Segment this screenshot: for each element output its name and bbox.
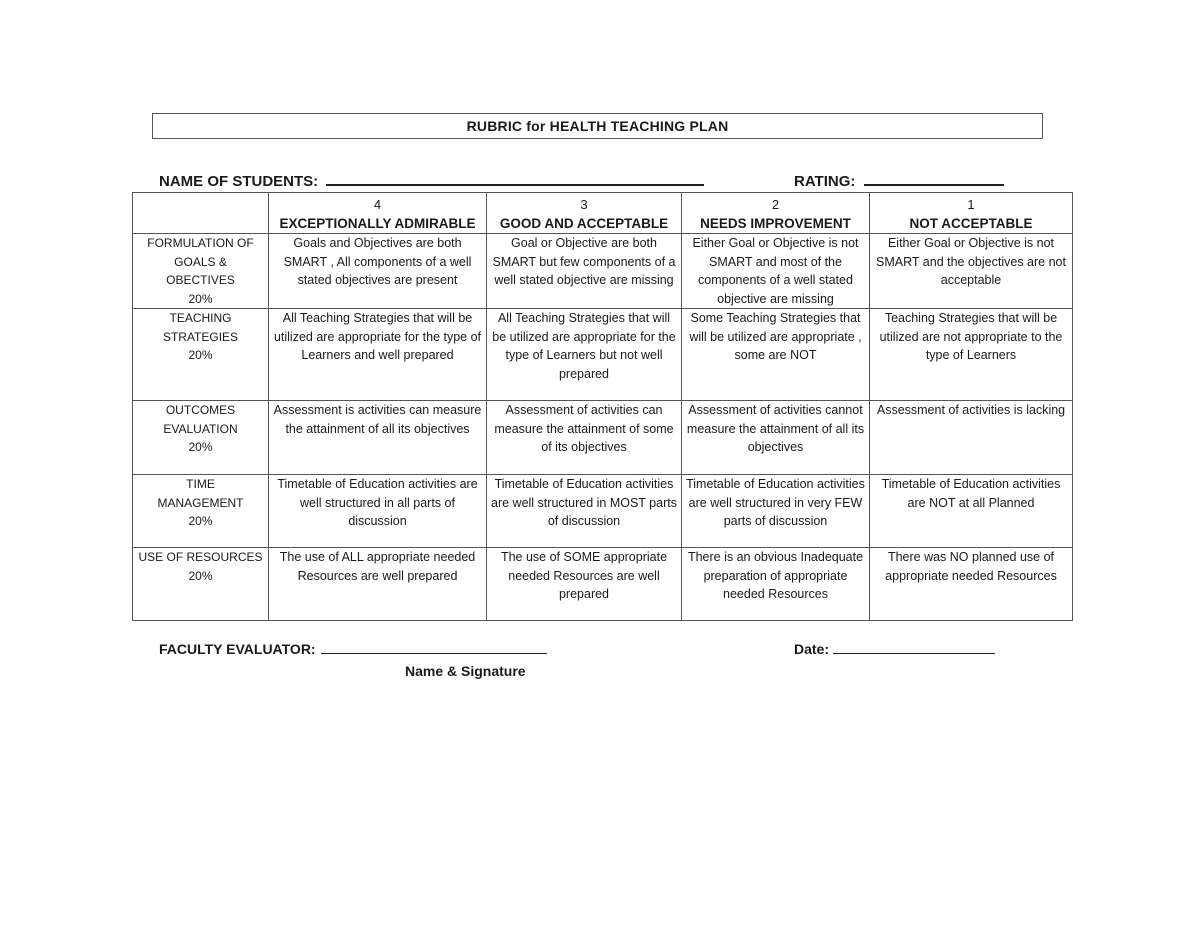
table-row: [133, 401, 1073, 475]
criterion-line: EVALUATION: [163, 421, 238, 436]
level-number: 1: [967, 197, 975, 212]
name-signature-caption: Name & Signature: [405, 663, 526, 679]
date-field: [794, 641, 995, 657]
rubric-table: [132, 192, 1073, 621]
rubric-cell: Either Goal or Objective is not SMART and most of the components of a well stated objective are missing: [682, 234, 870, 309]
column-header-4: [269, 193, 487, 234]
column-header-3: [487, 193, 682, 234]
criteria-header-cell: [133, 193, 269, 234]
rubric-cell: Teaching Strategies that will be utilized are not appropriate to the type of Learners: [870, 309, 1073, 401]
rubric-cell: Goals and Objectives are both SMART , All components of a well stated objectives are present: [269, 234, 487, 309]
rubric-cell: Timetable of Education activities are well structured in very FEW parts of discussion: [682, 475, 870, 548]
rubric-cell: Goal or Objective are both SMART but few components of a well stated objective are missing: [487, 234, 682, 309]
level-label: EXCEPTIONALLY ADMIRABLE: [279, 216, 476, 231]
criterion-line: GOALS &: [174, 254, 227, 269]
criterion-weight: 20%: [188, 440, 213, 454]
criterion-line: MANAGEMENT: [157, 495, 244, 510]
column-header-1: [870, 193, 1073, 234]
criterion-line: TIME: [186, 477, 215, 491]
date-blank-line[interactable]: [833, 641, 995, 654]
rubric-cell: All Teaching Strategies that will be utilized are appropriate for the type of Learners and well prepared: [269, 309, 487, 401]
criterion-line: OUTCOMES: [165, 403, 236, 417]
criterion-line: STRATEGIES: [162, 329, 239, 344]
criterion-cell: [133, 548, 269, 621]
criterion-weight: 20%: [188, 568, 213, 583]
rubric-cell: There was NO planned use of appropriate needed Resources: [870, 548, 1073, 621]
rubric-cell: Some Teaching Strategies that will be utilized are appropriate , some are NOT: [682, 309, 870, 401]
faculty-evaluator-blank-line[interactable]: [321, 641, 547, 654]
rubric-title: RUBRIC for HEALTH TEACHING PLAN: [152, 113, 1043, 139]
level-number: 4: [373, 197, 382, 212]
rating-field: [794, 170, 1004, 190]
header-row: [133, 193, 1073, 234]
rubric-cell: Assessment is activities can measure the attainment of all its objectives: [269, 401, 487, 475]
rubric-cell: Timetable of Education activities are well structured in all parts of discussion: [269, 475, 487, 548]
rubric-cell: Timetable of Education activities are NOT at all Planned: [870, 475, 1073, 548]
criterion-weight: 20%: [188, 291, 213, 306]
level-label: NOT ACCEPTABLE: [909, 216, 1033, 231]
rubric-cell: The use of SOME appropriate needed Resources are well prepared: [487, 548, 682, 621]
criterion-cell: [133, 401, 269, 475]
criterion-cell: [133, 234, 269, 309]
criterion-cell: [133, 309, 269, 401]
rating-label: RATING:: [794, 173, 856, 190]
column-header-2: [682, 193, 870, 234]
level-label: NEEDS IMPROVEMENT: [700, 216, 851, 231]
criterion-line: USE OF RESOURCES: [138, 550, 263, 564]
table-row: [133, 309, 1073, 401]
rubric-cell: The use of ALL appropriate needed Resources are well prepared: [269, 548, 487, 621]
rubric-cell: Timetable of Education activities are well structured in MOST parts of discussion: [487, 475, 682, 548]
rubric-cell: Either Goal or Objective is not SMART and the objectives are not acceptable: [870, 234, 1073, 309]
rubric-cell: There is an obvious Inadequate preparation of appropriate needed Resources: [682, 548, 870, 621]
criterion-line: OBECTIVES: [166, 273, 235, 287]
criterion-cell: [133, 475, 269, 548]
level-label: GOOD AND ACCEPTABLE: [499, 216, 669, 231]
students-field: [159, 170, 704, 190]
rubric-cell: Assessment of activities can measure the attainment of some of its objectives: [487, 401, 682, 475]
faculty-evaluator-label: FACULTY EVALUATOR:: [159, 641, 316, 657]
level-number: 3: [580, 197, 588, 212]
faculty-evaluator-field: [159, 641, 547, 657]
criterion-line: FORMULATION OF: [147, 236, 254, 250]
date-label: Date:: [794, 641, 830, 657]
criterion-line: TEACHING: [169, 311, 232, 325]
criterion-weight: 20%: [188, 348, 213, 362]
students-blank-line[interactable]: [326, 170, 704, 186]
table-row: [133, 475, 1073, 548]
rating-blank-line[interactable]: [864, 170, 1004, 186]
table-row: [133, 548, 1073, 621]
criterion-weight: 20%: [188, 514, 213, 528]
rubric-cell: Assessment of activities cannot measure the attainment of all its objectives: [682, 401, 870, 475]
rubric-cell: Assessment of activities is lacking: [870, 401, 1073, 475]
rubric-cell: All Teaching Strategies that will be utilized are appropriate for the type of Learners but not well prepared: [487, 309, 682, 401]
students-label: NAME OF STUDENTS:: [159, 173, 319, 190]
level-number: 2: [771, 197, 780, 212]
table-row: [133, 234, 1073, 309]
